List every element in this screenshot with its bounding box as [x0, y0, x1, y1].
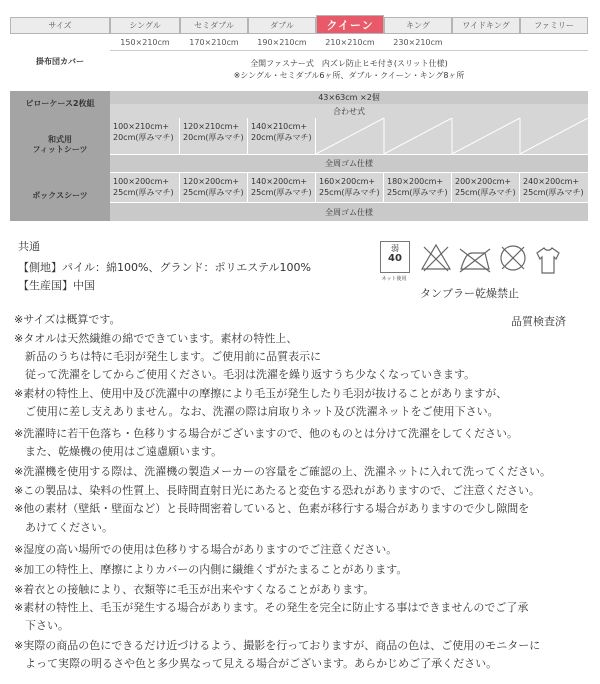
fitted-row-label [10, 118, 110, 172]
wash-label: 弱 [391, 244, 399, 253]
dim-single: 150×210cm [110, 34, 180, 50]
dim-king: 230×210cm [384, 34, 452, 50]
box-rubber: 全周ゴム仕様 [110, 202, 588, 221]
box-cell-single-l1: 100×200cm+ [113, 177, 170, 186]
note-line: ※洗濯時に若干色落ち・色移りする場合がございますので、他のものとは分けて洗濯をしてください。 [14, 427, 518, 440]
box-cell-family [520, 172, 588, 202]
cover-row-label: 掛布団カバー [10, 34, 110, 91]
note-line: ※サイズは概算です。 [14, 313, 121, 326]
note-line: ※加工の特性上、摩擦によりカバーの内側に繊維くずがたまることがあります。 [14, 563, 408, 576]
dim-double: 190×210cm [248, 34, 316, 50]
box-cell-king-l1: 180×200cm+ [387, 177, 444, 186]
fitted-cell-double [248, 118, 316, 154]
box-cell-double-l2: 25cm(厚みマチ) [251, 188, 312, 197]
dim-queen: 210×210cm [316, 34, 384, 50]
cover-note-cell [110, 50, 588, 91]
dry-prohibited-label: タンブラー乾燥禁止 [420, 287, 519, 300]
note-line: あけてください。 [14, 521, 113, 534]
origin-spec: 【生産国】中国 [18, 279, 95, 292]
box-cell-double [248, 172, 316, 202]
wash-temp: 40 [388, 253, 402, 264]
box-cell-semidouble [180, 172, 248, 202]
box-cell-wideking-l2: 25cm(厚みマチ) [455, 188, 516, 197]
fitted-cell-single [110, 118, 180, 154]
note-line: 従って洗濯をしてからご使用ください。毛羽は洗濯を繰り返すうち少なくなっていきます。 [14, 368, 476, 381]
net-label: ネット使用 [381, 276, 407, 282]
fitted-cell-single-l2: 20cm(厚みマチ) [113, 133, 174, 142]
pillow-row-label: ピローケース2枚組 [10, 91, 110, 118]
size-header-label: サイズ [10, 17, 110, 34]
care-labels [370, 241, 570, 301]
box-cell-king [384, 172, 452, 202]
pillow-size: 43×63cm ×2個 [110, 91, 588, 104]
note-line: よって実際の明るさや色と多少異なって見える場合がございます。あらかじめご了承ください。 [14, 657, 498, 670]
cover-note-1: 全開ファスナー式 内ズレ防止ヒモ付き(スリット仕様) [250, 59, 448, 68]
note-line: ※素材の特性上、使用中及び洗濯中の摩擦により毛玉が発生したり毛羽が抜けることがありますが、 [14, 387, 508, 400]
note-line: ※タオルは天然繊維の綿でできています。素材の特性上、 [14, 332, 298, 345]
fitted-cell-single-l1: 100×210cm+ [113, 122, 170, 131]
size-spec-table [10, 17, 588, 221]
box-cell-semidouble-l1: 120×200cm+ [183, 177, 240, 186]
fitted-label-2: フィットシーツ [32, 145, 88, 154]
note-line: 下さい。 [14, 619, 69, 632]
box-cell-semidouble-l2: 25cm(厚みマチ) [183, 188, 244, 197]
size-header-semidouble: セミダブル [180, 17, 248, 34]
box-cell-queen-l1: 160×200cm+ [319, 177, 376, 186]
box-cell-queen-l2: 25cm(厚みマチ) [319, 188, 380, 197]
note-line: ※素材の特性上、毛玉が発生する場合があります。その発生を完全に防止する事はできませんのでご了承 [14, 601, 529, 614]
shirt-icon [534, 245, 562, 275]
no-bleach-icon [420, 243, 452, 273]
note-line: また、乾燥機の使用はご遠慮願います。 [14, 445, 223, 458]
quality-inspected-label: 品質検査済 [511, 315, 566, 328]
box-row-label: ボックスシーツ [10, 172, 110, 221]
fitted-cell-double-l1: 140×210cm+ [251, 122, 308, 131]
fitted-rubber: 全周ゴム仕様 [110, 154, 588, 172]
common-heading: 共通 [18, 240, 40, 253]
box-cell-double-l1: 140×200cm+ [251, 177, 308, 186]
note-line: ※この製品は、染料の性質上、長時間直射日光にあたると変色する恐れがありますので、ご注意ください。 [14, 484, 540, 497]
size-header-king: キング [384, 17, 452, 34]
fitted-label-1: 和式用 [47, 134, 72, 144]
na-diagonal-lines [316, 118, 588, 154]
note-line: ※洗濯機を使用する際は、洗濯機の製造メーカーの容量をご確認の上、洗濯ネットに入れて洗ってください。 [14, 465, 551, 478]
box-cell-wideking-l1: 200×200cm+ [455, 177, 512, 186]
size-header-double: ダブル [248, 17, 316, 34]
fitted-cell-double-l2: 20cm(厚みマチ) [251, 133, 312, 142]
size-header-queen: クイーン [316, 15, 384, 34]
pillow-type: 合わせ式 [110, 104, 588, 118]
fitted-na-cells [316, 118, 588, 154]
note-line: ご使用に差し支えありません。なお、洗濯の際は肩取りネット及び洗濯ネットをご使用下さい。 [14, 405, 499, 418]
note-line: ※着衣との接触により、衣類等に毛玉が出来やすくなることがあります。 [14, 583, 375, 596]
box-cell-wideking [452, 172, 520, 202]
note-line: 新品のうちは特に毛羽が発生します。ご使用前に品質表示に [14, 350, 322, 363]
cover-note-2: ※シングル・セミダブル6ヶ所、ダブル・クイーン・キング8ヶ所 [233, 71, 465, 80]
note-line: ※他の素材（壁紙・壁面など）と長時間密着していると、色素が移行する場合がありますので少し隙間を [14, 502, 530, 515]
box-cell-queen [316, 172, 384, 202]
dim-semidouble: 170×210cm [180, 34, 248, 50]
box-cell-king-l2: 25cm(厚みマチ) [387, 188, 448, 197]
note-line: ※湿度の高い場所での使用は色移りする場合がありますのでご注意ください。 [14, 543, 398, 556]
box-cell-single-l2: 25cm(厚みマチ) [113, 188, 174, 197]
size-header-family: ファミリー [520, 17, 588, 34]
size-header-wideking: ワイドキング [452, 17, 520, 34]
box-cell-single [110, 172, 180, 202]
fitted-cell-semidouble-l1: 120×210cm+ [183, 122, 240, 131]
box-cell-family-l2: 25cm(厚みマチ) [523, 188, 584, 197]
fitted-cell-semidouble [180, 118, 248, 154]
box-cell-family-l1: 240×200cm+ [523, 177, 580, 186]
fitted-cell-semidouble-l2: 20cm(厚みマチ) [183, 133, 244, 142]
low-iron-icon [458, 247, 492, 273]
no-dryclean-icon [498, 243, 528, 273]
size-header-single: シングル [110, 17, 180, 34]
material-spec: 【側地】パイル：綿100%、グランド：ポリエステル100% [18, 261, 311, 274]
wash-tub-icon [380, 241, 410, 273]
note-line: ※実際の商品の色にできるだけ近づけるよう、撮影を行っておりますが、商品の色は、ご使用のモニターに [14, 639, 541, 652]
